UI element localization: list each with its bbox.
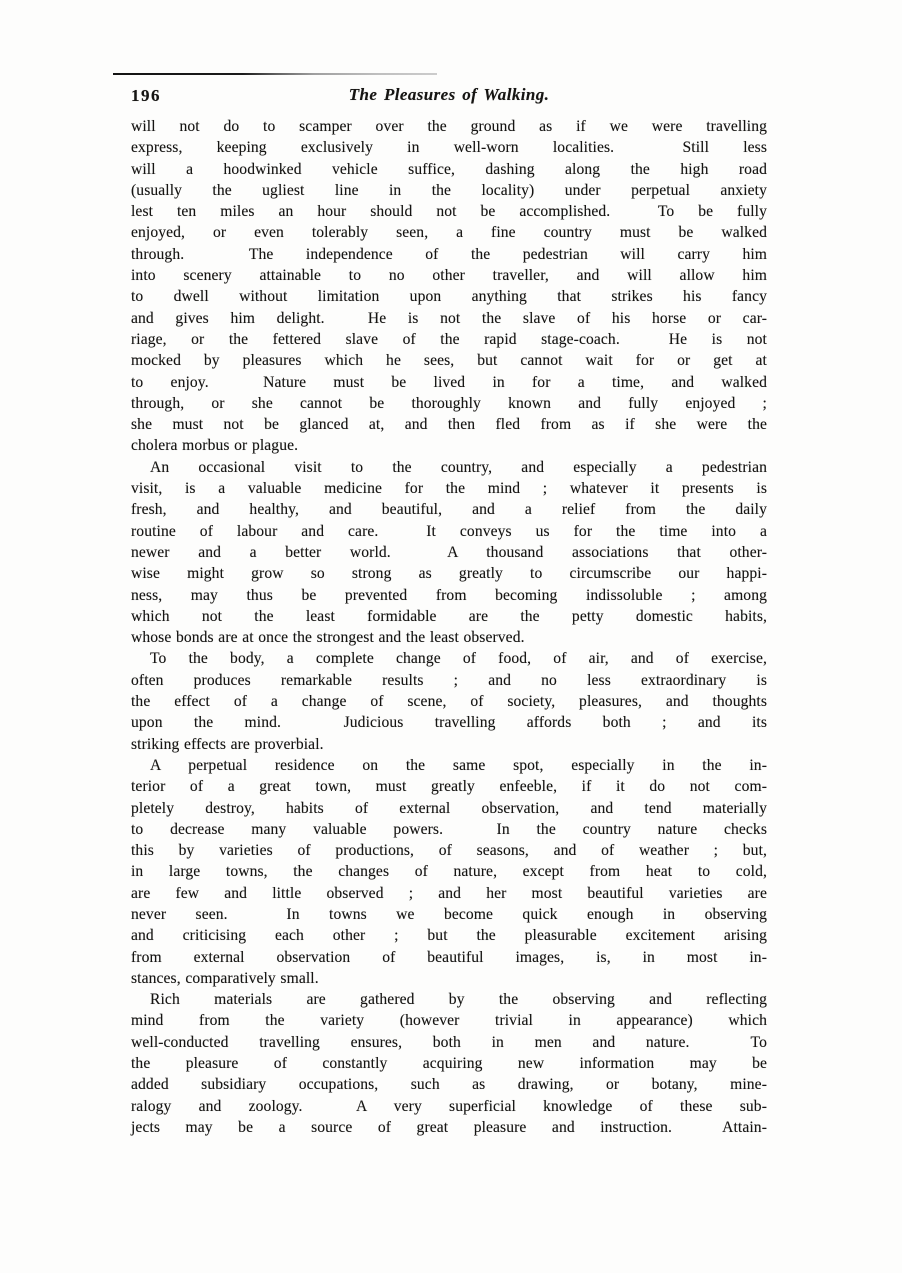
- text-line: ralogy and zoology. A very superficial knowledge of these sub-: [131, 1097, 767, 1115]
- text-line: (usually the ugliest line in the locality) under perpetual anxiety: [131, 181, 767, 199]
- running-title: The Pleasures of Walking.: [348, 85, 550, 104]
- text-line: which not the least formidable are the petty domestic habits,: [131, 607, 767, 625]
- text-line: pletely destroy, habits of external observation, and tend materially: [131, 799, 767, 817]
- text-line: whose bonds are at once the strongest and the least observed.: [131, 629, 525, 647]
- text-line: the effect of a change of scene, of society, pleasures, and thoughts: [131, 693, 767, 711]
- text-line: through. The independence of the pedestrian will carry him: [131, 245, 767, 263]
- text-line: Rich materials are gathered by the observing and reflecting: [150, 991, 767, 1009]
- text-line: cholera morbus or plague.: [131, 437, 299, 455]
- text-line: mind from the variety (however trivial in appearance) which: [131, 1012, 767, 1030]
- text-line: to enjoy. Nature must be lived in for a time, and walked: [131, 373, 767, 391]
- text-line: upon the mind. Judicious travelling affords both ; and its: [131, 714, 767, 732]
- text-line: newer and a better world. A thousand associations that other-: [131, 543, 767, 561]
- text-line: express, keeping exclusively in well-worn localities. Still less: [131, 139, 767, 157]
- text-line: To the body, a complete change of food, of air, and of exercise,: [150, 650, 767, 668]
- page-number: 196: [131, 86, 161, 105]
- text-line: from external observation of beautiful images, is, in most in-: [131, 948, 767, 966]
- header-rule: [113, 73, 437, 75]
- text-line: routine of labour and care. It conveys us for the time into a: [131, 522, 767, 540]
- text-line: lest ten miles an hour should not be accomplished. To be fully: [131, 203, 767, 221]
- text-line: often produces remarkable results ; and no less extraordinary is: [131, 671, 767, 689]
- text-line: A perpetual residence on the same spot, especially in the in-: [150, 756, 767, 774]
- text-line: never seen. In towns we become quick enough in observing: [131, 905, 767, 923]
- text-line: through, or she cannot be thoroughly known and fully enjoyed ;: [131, 394, 767, 412]
- text-line: are few and little observed ; and her most beautiful varieties are: [131, 884, 767, 902]
- text-line: visit, is a valuable medicine for the mind ; whatever it presents is: [131, 480, 767, 498]
- page-body: [131, 116, 767, 1138]
- text-line: in large towns, the changes of nature, except from heat to cold,: [131, 863, 767, 881]
- text-line: and criticising each other ; but the pleasurable excitement arising: [131, 927, 767, 945]
- text-line: she must not be glanced at, and then fled from as if she were the: [131, 416, 767, 434]
- paragraph: [131, 116, 767, 457]
- paragraph: [131, 989, 767, 1138]
- text-line: added subsidiary occupations, such as drawing, or botany, mine-: [131, 1076, 767, 1094]
- text-line: mocked by pleasures which he sees, but cannot wait for or get at: [131, 352, 767, 370]
- text-line: An occasional visit to the country, and especially a pedestrian: [150, 458, 767, 476]
- text-line: enjoyed, or even tolerably seen, a fine country must be walked: [131, 224, 767, 242]
- text-line: wise might grow so strong as greatly to circumscribe our happi-: [131, 565, 767, 583]
- text-line: fresh, and healthy, and beautiful, and a relief from the daily: [131, 501, 767, 519]
- text-line: this by varieties of productions, of seasons, and of weather ; but,: [131, 842, 767, 860]
- text-line: stances, comparatively small.: [131, 969, 319, 987]
- text-line: ness, may thus be prevented from becoming indissoluble ; among: [131, 586, 767, 604]
- text-line: the pleasure of constantly acquiring new information may be: [131, 1055, 767, 1073]
- text-line: riage, or the fettered slave of the rapid stage-coach. He is not: [131, 330, 767, 348]
- text-line: will a hoodwinked vehicle suffice, dashing along the high road: [131, 160, 767, 178]
- text-line: into scenery attainable to no other traveller, and will allow him: [131, 267, 767, 285]
- text-line: to decrease many valuable powers. In the country nature checks: [131, 820, 767, 838]
- text-line: terior of a great town, must greatly enfeeble, if it do not com-: [131, 778, 767, 796]
- text-line: jects may be a source of great pleasure and instruction. Attain-: [131, 1118, 767, 1136]
- text-line: well-conducted travelling ensures, both in men and nature. To: [131, 1033, 767, 1051]
- running-head: [131, 85, 767, 109]
- paragraph: [131, 648, 767, 754]
- text-line: striking effects are proverbial.: [131, 735, 324, 753]
- paragraph: [131, 755, 767, 989]
- text-line: to dwell without limitation upon anything that strikes his fancy: [131, 288, 767, 306]
- paragraph: [131, 457, 767, 649]
- text-line: will not do to scamper over the ground as if we were travelling: [131, 118, 767, 135]
- text-line: and gives him delight. He is not the slave of his horse or car-: [131, 309, 767, 327]
